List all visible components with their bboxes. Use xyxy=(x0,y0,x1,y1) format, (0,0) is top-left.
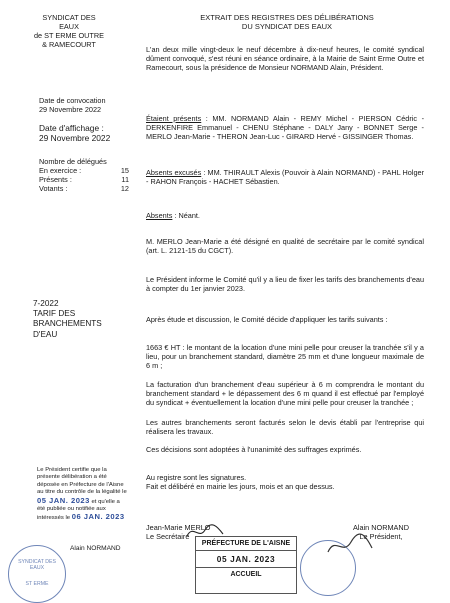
stamp-date: 05 JAN. 2023 xyxy=(216,554,276,564)
certification-text-2: et qu'elle a été publiée ou notifiée aux intéressés le xyxy=(37,498,120,522)
presents-text: : MM. NORMAND Alain - REMY Michel - PIERSON Cédric - DERKENFIRE Emmanuel - CHENU Stéphane - DALY Jany - BONNET Serge - MERLO Jean-Marie - THERON Jean-Luc - GIRARD Hervé - GISSINGER Thomas. xyxy=(146,114,424,142)
convocation-date: 29 Novembre 2022 xyxy=(39,105,102,115)
registre-line: Au registre sont les signatures. xyxy=(146,473,247,482)
informe-paragraph: Le Président informe le Comité qu'il y a lieu de fixer les tarifs des branchements d'eau à compter du 1er janvier 2023. xyxy=(146,275,424,294)
certification-text: Le Président certifie que la présente délibération a été déposée en Préfecture de l'Aisne au titre du contrôle de la légalité le xyxy=(37,467,127,496)
tarif-depassement-paragraph: La facturation d'un branchement d'eau supérieur à 6 m comprendra le montant du branchement standard + le dépassement des 6 m quand il est effectué par l'employé du syndicat + éventuellement la location d'une mini pelle pour creuser la tranchée ; xyxy=(146,380,424,408)
convocation-label: Date de convocation xyxy=(39,96,106,105)
presents-label: Étaient présents xyxy=(146,114,202,123)
convocation-block xyxy=(39,96,139,114)
affichage-block xyxy=(39,123,139,144)
deliberation-number: 7-2022 xyxy=(33,299,59,308)
document-header xyxy=(152,13,422,32)
notification-date: 06 JAN. 2023 xyxy=(71,512,125,522)
syndicat-seal xyxy=(8,545,66,603)
delegues-label: Nombre de délégués xyxy=(39,157,107,166)
delegues-row xyxy=(39,166,129,175)
president-handwritten-signature xyxy=(325,532,375,558)
absents-paragraph xyxy=(146,211,424,220)
org-title-line: & RAMECOURT xyxy=(42,40,96,50)
certification-block xyxy=(37,467,129,523)
secretaire-name: Jean-Marie MERLO xyxy=(146,523,211,532)
apres-paragraph: Après étude et discussion, le Comité décide d'appliquer les tarifs suivants : xyxy=(146,315,388,324)
delegues-row-label: En exercice : xyxy=(39,166,82,176)
excuses-text: : MM. THIRAULT Alexis (Pouvoir à Alain NORMAND) - PAHL Holger - RAHON François - HACHET Sébastien. xyxy=(146,168,424,187)
presents-paragraph xyxy=(146,114,424,141)
stamp-title: PRÉFECTURE DE L'AISNE xyxy=(201,540,291,547)
tarif-autres-paragraph: Les autres branchements seront facturés selon le devis établi par l'entreprise qui réalisera les travaux. xyxy=(146,418,424,437)
president-name: Alain NORMAND xyxy=(353,523,409,532)
org-title-line: de ST ERME OUTRE xyxy=(33,31,104,41)
secretaire-handwritten-signature xyxy=(185,522,225,542)
secretaire-paragraph: M. MERLO Jean-Marie a été désigné en qualité de secrétaire par le comité syndical (art. L. 2121-15 du CGCT). xyxy=(146,237,424,256)
excuses-label: Absents excusés xyxy=(146,168,202,177)
deliberation-subject xyxy=(33,299,133,340)
absents-label: Absents xyxy=(146,211,173,220)
seal-subtext: ST ERME xyxy=(25,581,49,587)
tarif-standard-paragraph: 1663 € HT : le montant de la location d'une mini pelle pour creuser la tranchée s'il y a lieu, pour un branchement standard, diamètre 25 mm et d'une longueur maximale de 6 m ; xyxy=(146,343,424,371)
seal-text: SYNDICAT DES EAUX xyxy=(18,559,56,572)
deliberation-title-line: D'EAU xyxy=(33,329,58,339)
delegues-row-value: 15 xyxy=(120,166,129,176)
absents-text: : Néant. xyxy=(174,211,200,220)
organization-title xyxy=(14,13,124,49)
org-title-line: EAUX xyxy=(59,22,79,32)
stamp-footer: ACCUEIL xyxy=(230,571,262,578)
deliberation-title-line: BRANCHEMENTS xyxy=(33,319,102,329)
affichage-date: 29 Novembre 2022 xyxy=(39,133,111,144)
delegues-row-label: Votants : xyxy=(39,184,68,194)
unanimite-paragraph: Ces décisions sont adoptées à l'unanimité des suffrages exprimés. xyxy=(146,445,362,454)
delegues-row-value: 11 xyxy=(121,175,129,185)
org-title-line: SYNDICAT DES xyxy=(42,13,96,22)
affichage-label: Date d'affichage : xyxy=(39,123,104,133)
document-subtitle: DU SYNDICAT DES EAUX xyxy=(241,22,333,32)
prefecture-stamp xyxy=(195,536,297,594)
deliberation-title-line: TARIF DES xyxy=(33,309,76,319)
document-title: EXTRAIT DES REGISTRES DES DÉLIBÉRATIONS xyxy=(200,13,374,22)
stamp-divider xyxy=(196,567,296,568)
delegues-row-value: 12 xyxy=(120,184,129,194)
excuses-paragraph xyxy=(146,168,424,186)
intro-paragraph: L'an deux mille vingt-deux le neuf décembre à dix-neuf heures, le comité syndical dûment convoqué, s'est réuni en séance ordinaire, à la Mairie de Saint Erme Outre et Ramecourt, sous la présidence de Monsieur NORMAND Alain, Président. xyxy=(146,45,424,73)
certification-date: 05 JAN. 2023 xyxy=(37,495,90,505)
delegues-row-label: Présents : xyxy=(39,175,72,185)
president-role: Le Président, xyxy=(359,532,403,542)
certification-signer: Alain NORMAND xyxy=(70,545,121,552)
registre-block xyxy=(146,473,424,491)
delegues-block xyxy=(39,157,139,193)
delegues-row xyxy=(39,175,129,184)
secretaire-role: Le Secrétaire xyxy=(146,532,190,542)
registre-line: Fait et délibéré en mairie les jours, mois et an que dessus. xyxy=(146,482,335,492)
stamp-divider xyxy=(196,550,296,551)
delegues-row xyxy=(39,184,129,193)
